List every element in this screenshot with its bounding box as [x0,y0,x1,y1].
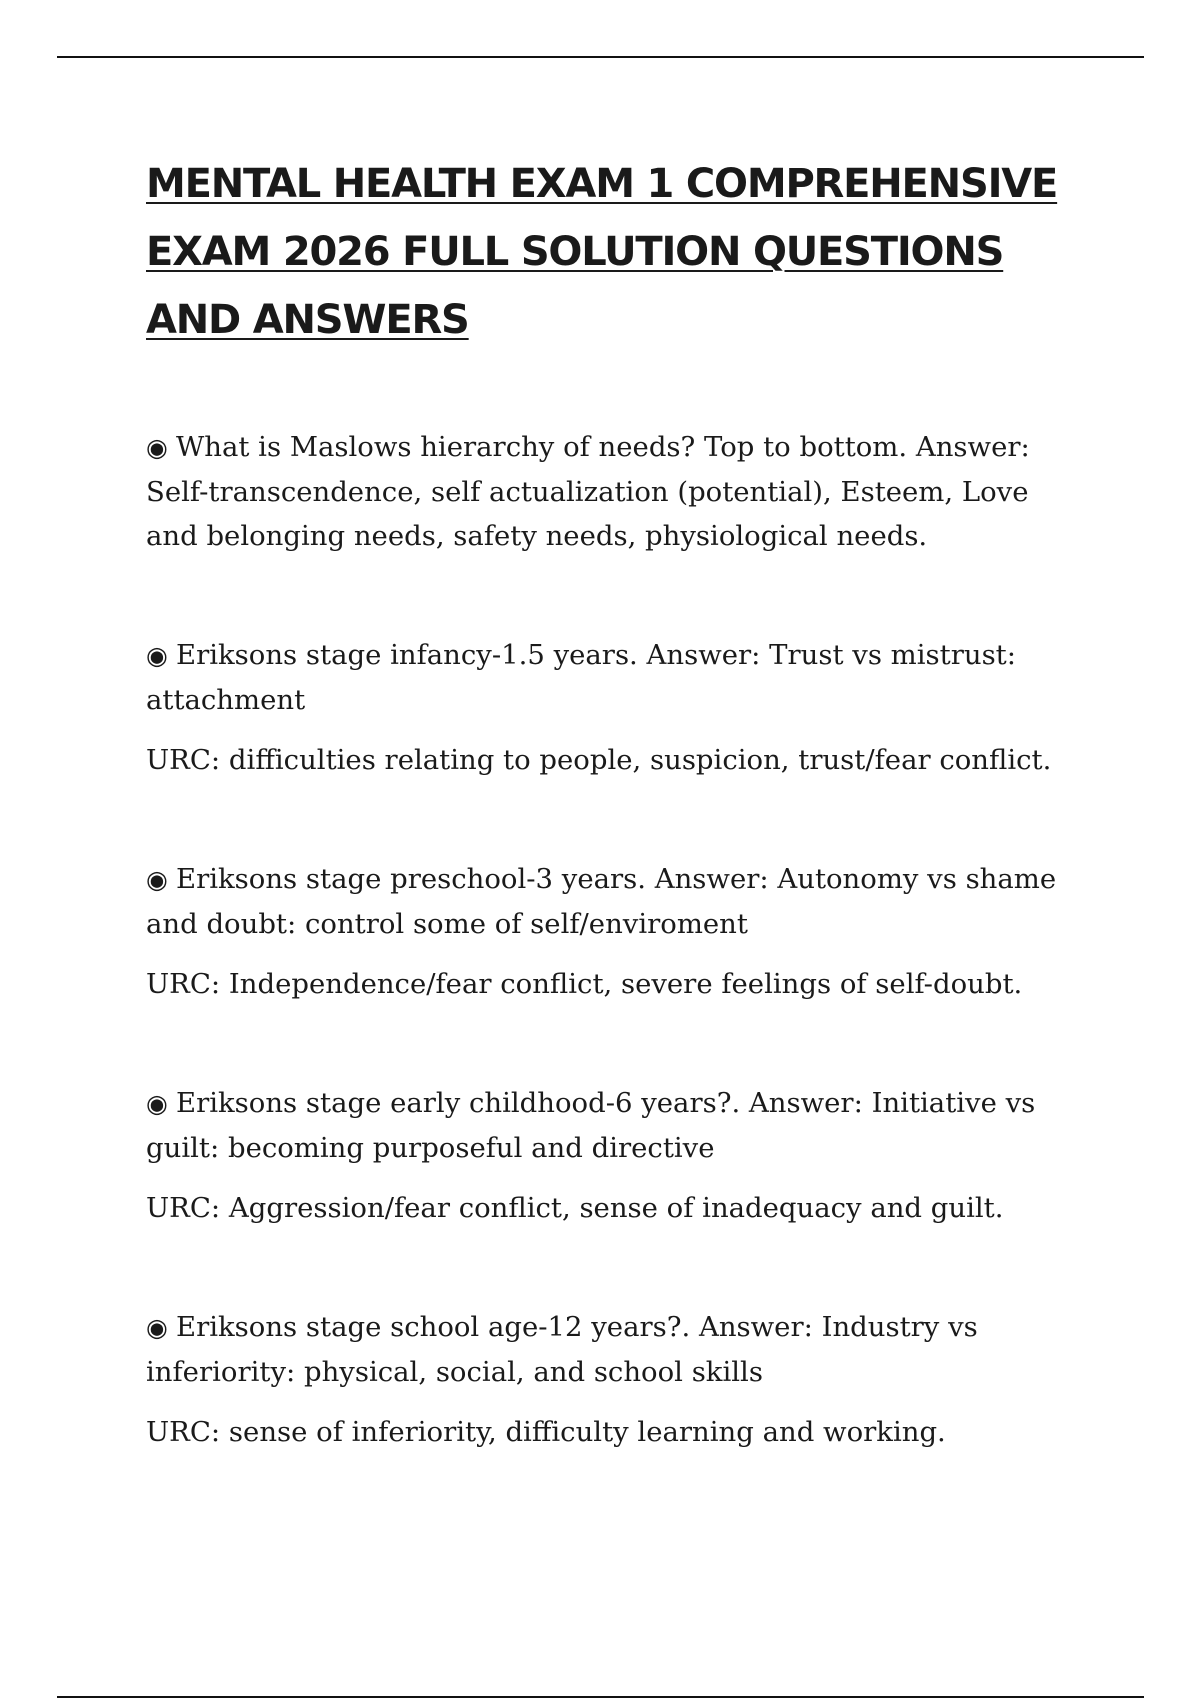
qa-urc-text: URC: difficulties relating to people, suspicion, trust/fear conflict. [146,744,1052,776]
qa-question [146,857,1086,946]
qa-item-erikson-preschool [146,857,1086,1006]
qa-question-text: Eriksons stage school age-12 years?. Answer: Industry vs inferiority: physical, social, and school skills [146,1311,978,1388]
qa-item-erikson-infancy [146,633,1086,782]
qa-urc-text: URC: Aggression/fear conflict, sense of inadequacy and guilt. [146,1192,1004,1224]
qa-item-erikson-school-age [146,1305,1086,1454]
bullet-icon: ◉ [146,433,168,462]
bottom-rule [57,1696,1144,1698]
qa-question [146,1305,1086,1394]
document-title: MENTAL HEALTH EXAM 1 COMPREHENSIVE EXAM 2026 FULL SOLUTION QUESTIONS AND ANSWERS [146,161,1058,343]
qa-urc-text: URC: sense of inferiority, difficulty learning and working. [146,1416,946,1448]
qa-question-text: Eriksons stage infancy-1.5 years. Answer: Trust vs mistrust: attachment [146,639,1016,716]
top-rule [57,56,1144,58]
qa-question-text: What is Maslows hierarchy of needs? Top to bottom. Answer: Self-transcendence, self actualization (potential), Esteem, Love and belonging needs, safety needs, physiological needs. [146,431,1030,552]
bullet-icon: ◉ [146,1089,168,1118]
qa-question [146,425,1086,558]
qa-urc-text: URC: Independence/fear conflict, severe feelings of self-doubt. [146,968,1023,1000]
qa-question-text: Eriksons stage early childhood-6 years?. Answer: Initiative vs guilt: becoming purposeful and directive [146,1087,1036,1164]
bullet-icon: ◉ [146,865,168,894]
bullet-icon: ◉ [146,641,168,670]
bullet-icon: ◉ [146,1313,168,1342]
qa-item-maslow [146,425,1086,558]
qa-item-erikson-early-childhood [146,1081,1086,1230]
qa-question-text: Eriksons stage preschool-3 years. Answer: Autonomy vs shame and doubt: control some of self/enviroment [146,863,1057,940]
qa-question [146,633,1086,722]
qa-question [146,1081,1086,1170]
